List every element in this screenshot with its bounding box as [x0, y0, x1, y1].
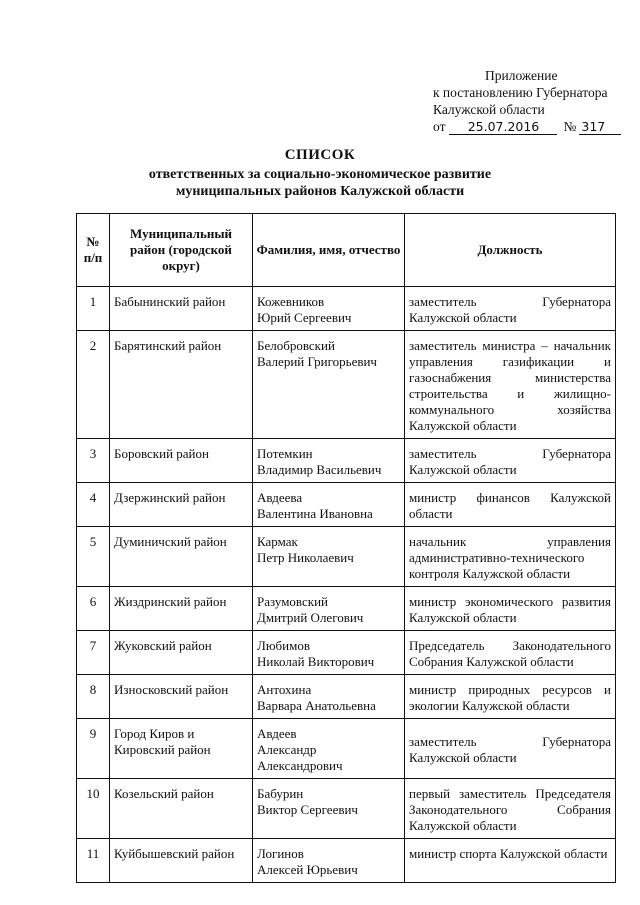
annex-block: [433, 67, 621, 135]
row-position: заместитель Губернатора Калужской области: [405, 719, 616, 779]
row-number: 9: [77, 719, 110, 779]
annex-number: 317: [579, 120, 621, 135]
row-name: [253, 675, 405, 719]
row-position: Председатель Законодательного Собрания Калужской области: [405, 631, 616, 675]
row-given-names: Валентина Ивановна: [257, 506, 373, 521]
header-district: Муниципальный район (городской округ): [110, 214, 253, 287]
row-position: министр спорта Калужской области: [405, 839, 616, 883]
row-district: Дзержинский район: [110, 483, 253, 527]
row-name: [253, 779, 405, 839]
row-surname: Кармак: [257, 534, 298, 549]
row-district: Барятинский район: [110, 331, 253, 439]
row-district: Жиздринский район: [110, 587, 253, 631]
header-position: Должность: [405, 214, 616, 287]
row-name: [253, 331, 405, 439]
row-surname: Авдеева: [257, 490, 303, 505]
row-name: [253, 527, 405, 587]
row-district: Думиничский район: [110, 527, 253, 587]
row-surname: Логинов: [257, 846, 304, 861]
row-number: 1: [77, 287, 110, 331]
table-row: [77, 631, 616, 675]
row-name: [253, 631, 405, 675]
row-surname: Антохина: [257, 682, 312, 697]
row-name: [253, 839, 405, 883]
table-row: [77, 287, 616, 331]
row-surname: Авдеев: [257, 726, 297, 741]
row-given-names: Юрий Сергеевич: [257, 310, 352, 325]
row-position: начальник управления административно-технического контроля Калужской области: [405, 527, 616, 587]
row-position: заместитель министра – начальник управления газификации и газоснабжения министерства строительства и жилищно-коммунального хозяйства Калужской области: [405, 331, 616, 439]
table-row: [77, 439, 616, 483]
row-position: заместитель Губернатора Калужской области: [405, 439, 616, 483]
row-district: Износковский район: [110, 675, 253, 719]
row-name: [253, 719, 405, 779]
header-num: № п/п: [77, 214, 110, 287]
row-name: [253, 287, 405, 331]
annex-date: 25.07.2016: [449, 120, 557, 135]
row-surname: Бабурин: [257, 786, 304, 801]
row-position: первый заместитель Председателя Законодательного Собрания Калужской области: [405, 779, 616, 839]
row-name: [253, 587, 405, 631]
table-row: [77, 587, 616, 631]
row-number: 8: [77, 675, 110, 719]
row-number: 6: [77, 587, 110, 631]
annex-date-row: [433, 118, 621, 135]
row-number: 5: [77, 527, 110, 587]
document-title: [0, 147, 640, 200]
header-fio: Фамилия, имя, отчество: [253, 214, 405, 287]
row-number: 11: [77, 839, 110, 883]
row-district: Куйбышевский район: [110, 839, 253, 883]
row-given-names: Николай Викторович: [257, 654, 375, 669]
row-number: 4: [77, 483, 110, 527]
annex-title: Приложение: [485, 68, 558, 83]
row-given-names: Владимир Васильевич: [257, 462, 382, 477]
table-row: [77, 675, 616, 719]
annex-from-label: от: [433, 119, 446, 134]
row-position: министр природных ресурсов и экологии Калужской области: [405, 675, 616, 719]
table-row: [77, 839, 616, 883]
row-number: 10: [77, 779, 110, 839]
row-given-names: Варвара Анатольевна: [257, 698, 376, 713]
row-number: 2: [77, 331, 110, 439]
row-district: Бабынинский район: [110, 287, 253, 331]
row-surname: Белобровский: [257, 338, 335, 353]
responsibles-table: [76, 213, 616, 883]
annex-decree-line: к постановлению Губернатора: [433, 85, 608, 100]
row-position: министр экономического развития Калужской области: [405, 587, 616, 631]
row-given-names: Петр Николаевич: [257, 550, 354, 565]
table-header-row: [77, 214, 616, 287]
row-position: министр финансов Калужской области: [405, 483, 616, 527]
row-surname: Разумовский: [257, 594, 328, 609]
row-position: заместитель Губернатора Калужской области: [405, 287, 616, 331]
row-given-names: Алексей Юрьевич: [257, 862, 358, 877]
row-district: Боровский район: [110, 439, 253, 483]
table-row: [77, 719, 616, 779]
row-number: 7: [77, 631, 110, 675]
table-row: [77, 331, 616, 439]
row-given-names: Валерий Григорьевич: [257, 354, 377, 369]
table-row: [77, 483, 616, 527]
annex-region-line: Калужской области: [433, 102, 545, 117]
row-given-names: Александр: [257, 742, 317, 757]
table-row: [77, 779, 616, 839]
row-surname: Потемкин: [257, 446, 313, 461]
row-district: Город Киров и Кировский район: [110, 719, 253, 779]
table-row: [77, 527, 616, 587]
row-district: Жуковский район: [110, 631, 253, 675]
row-number: 3: [77, 439, 110, 483]
title-line-3: муниципальных районов Калужской области: [175, 184, 465, 199]
row-name: [253, 439, 405, 483]
row-name: [253, 483, 405, 527]
row-surname: Любимов: [257, 638, 310, 653]
row-given-names: Виктор Сергеевич: [257, 802, 358, 817]
row-surname: Кожевников: [257, 294, 325, 309]
annex-number-sign: №: [563, 119, 577, 134]
row-patronymic: Александрович: [257, 758, 343, 773]
row-given-names: Дмитрий Олегович: [257, 610, 364, 625]
title-line-2: ответственных за социально-экономическое развитие: [148, 167, 492, 182]
row-district: Козельский район: [110, 779, 253, 839]
title-line-1: СПИСОК: [284, 147, 356, 163]
